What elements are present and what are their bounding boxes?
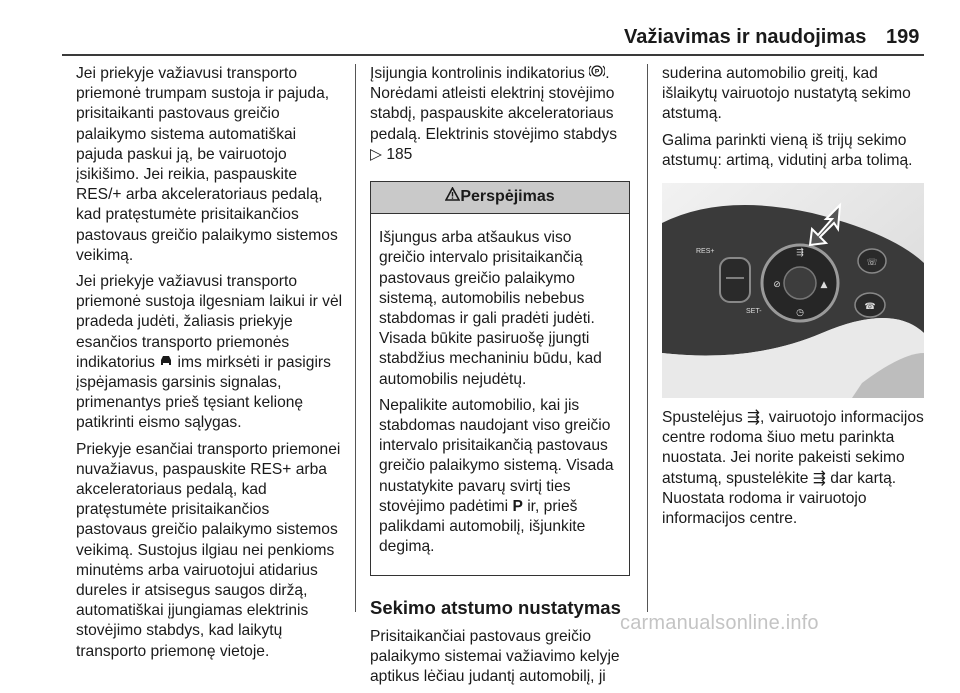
column-divider [355,64,356,612]
paragraph [662,408,930,529]
vehicle-ahead-icon [159,355,173,370]
column-divider [647,64,648,612]
warning-header [371,182,629,214]
svg-text:☏: ☏ [866,258,878,269]
following-distance-icon: ⇶ [746,409,761,427]
gear-position: P [512,497,523,515]
warning-triangle-icon [445,188,460,205]
column-1 [76,64,344,668]
paragraph: Jei priekyje važiavusi transporto priemonė trumpam sustoja ir pajuda, prisitaikanti pastovaus greičio palaikymo sistema automatiškai pajuda paskui ją, be vairuotojo įsikišimo. Jei reikia, paspauskite RES/+ arba akceleratoriaus pedalą, kad pratęstumėte prisitaikančios pastovaus greičio palaikymo sistemos veikimą. [76,65,338,264]
paragraph [379,396,621,558]
column-2 [370,64,634,693]
text: Nepalikite automobilio, kai jis stabdomas naudojant viso greičio intervalo prisitaikančią pastovaus greičio palaikymo sistemą. Visada nustatykite pavarų svirtį ties stovėjimo padėtimi [379,396,614,515]
svg-text:⇶: ⇶ [796,248,804,259]
text: Jei priekyje važiavusi transporto priemonė sustoja ilgesniam laikui ir vėl pradeda judėti, žaliasis priekyje esančios transporto priemonės indikatorius [76,273,343,371]
header-rule [62,54,924,56]
text: ims mirksėti ir pasigirs įspėjamasis garsinis signalas, primenantys prieš tęsiant kelionę patikrinti eismo sąlygas. [76,353,331,432]
paragraph: suderina automobilio greitį, kad išlaikytų vairuotojo nustatytą sekimo atstumą. [662,65,911,123]
paragraph [76,272,344,434]
warning-body [371,214,629,575]
section-title: Sekimo atstumo nustatymas [370,597,621,619]
res-label: RES+ [696,248,715,256]
following-distance-icon: ⇶ [812,469,826,487]
warning-box [370,181,630,576]
parking-brake-icon [589,65,605,82]
svg-text:P: P [595,68,600,76]
page-reference-icon: ▷ [370,145,387,163]
steering-wheel-controls-image [662,183,924,398]
svg-text:◷: ◷ [796,308,804,319]
paragraph: Prisitaikančiai pastovaus greičio palaikymo sistemai važiavimo kelyje aptikus lėčiau judantį automobilį, ji [370,627,620,686]
warning-title: Perspėjimas [460,188,555,206]
header-title: Važiavimas ir naudojimas [624,26,867,48]
paragraph: Priekyje esančiai transporto priemonei nuvažiavus, paspauskite RES+ arba akceleratoriaus pedalą, kad pratęstumėte prisitaikančios pastovaus greičio palaikymo sistemos veikimą. Sustojus ilgiau nei penkioms minutėms arba vairuotojui atidarius dureles ir atsisegus saugos diržą, automatiškai įjungiamas elektrinis stovėjimo stabdys, kad laikytų transporto priemonę vietoje. [76,440,341,660]
page-number: 199 [886,26,920,48]
set-label: SET- [746,308,762,316]
svg-text:▲: ▲ [820,280,828,291]
column-3 [662,64,930,535]
paragraph: Išjungus arba atšaukus viso greičio intervalo prisitaikančią pastovaus greičio palaikymo sistemą, automobilis nebebus stabdomas ir gali pradėti judėti. Visada būkite pasiruošę įjungti stabdžius mechaniniu būdu, kad automobilis nejudėtų. [379,229,602,388]
page-reference[interactable]: 185 [386,145,413,163]
text: Įsijungia kontrolinis indikatorius [370,65,590,82]
svg-text:⊘: ⊘ [773,280,781,291]
text: Spustelėjus [662,409,747,427]
text: . Norėdami atleisti elektrinį stovėjimo stabdį, paspauskite akceleratoriaus pedalą. Elektrinis stovėjimo stabdys [370,65,618,143]
text: dar kartą. Nuostata rodoma ir vairuotojo informacijos centre. [662,469,897,528]
paragraph [370,64,634,165]
text: , vairuotojo informacijos centre rodoma šiuo metu parinkta nuostata. Jei norite pakeisti sekimo atstumą, spustelėkite [662,409,924,487]
text: ir, prieš palikdami automobilį, išjunkite degimą. [379,497,586,556]
paragraph: Galima parinkti vieną iš trijų sekimo atstumų: artimą, vidutinį arba tolimą. [662,131,913,169]
watermark: carmanualsonline.info [620,612,819,634]
svg-text:☎: ☎ [864,302,876,313]
